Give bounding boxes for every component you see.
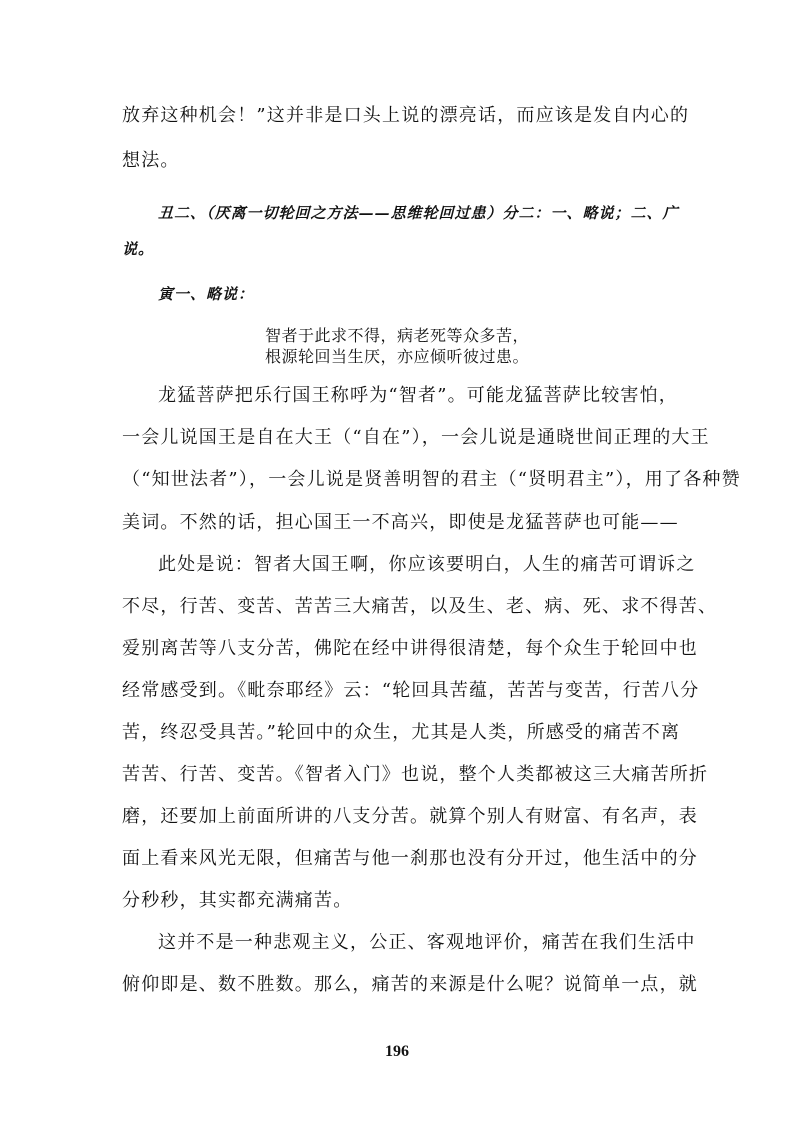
body-text-line: 分秒秒，其实都充满痛苦。: [122, 890, 353, 911]
body-text-line: 磨，还要加上前面所讲的八支分苦。就算个别人有财富、有名声，表: [122, 806, 698, 827]
body-text-line: 爱别离苦等八支分苦，佛陀在经中讲得很清楚，每个众生于轮回中也: [122, 638, 698, 659]
body-text-line: 经常感受到。《毗奈耶经》云：“轮回具苦蕴，苦苦与变苦，行苦八分: [122, 680, 700, 701]
verse-line: 智者于此求不得，病老死等众多苦，: [264, 326, 529, 345]
body-text-line: 苦，终忍受具苦。”轮回中的众生，尤其是人类，所感受的痛苦不离: [122, 722, 681, 743]
subsection-heading: 寅一、略说：: [158, 285, 255, 303]
body-text-line: 龙猛菩萨把乐行国王称呼为“智者”。可能龙猛菩萨比较害怕，: [158, 385, 679, 406]
body-text-line: 想法。: [122, 150, 180, 171]
body-text-line: 此处是说：智者大国王啊，你应该要明白，人生的痛苦可谓诉之: [158, 554, 696, 575]
section-heading-continuation: 说。: [122, 240, 155, 258]
body-text-line: 苦苦、行苦、变苦。《智者入门》也说，整个人类都被这三大痛苦所折: [122, 764, 709, 785]
section-heading: 丑二、（厌离一切轮回之方法——思维轮回过患）分二：一、略说；二、广: [158, 204, 679, 222]
verse-line: 根源轮回当生厌，亦应倾听彼过患。: [264, 347, 529, 366]
body-text-line: 放弃这种机会！”这并非是口头上说的漂亮话，而应该是发自内心的: [122, 105, 690, 126]
page-number: 196: [385, 1043, 409, 1060]
body-text-line: 俯仰即是、数不胜数。那么，痛苦的来源是什么呢？说简单一点，就: [122, 974, 698, 995]
body-text-line: （“知世法者”），一会儿说是贤善明智的君主（“贤明君主”），用了各种赞: [122, 469, 741, 490]
body-text-line: 这并不是一种悲观主义，公正、客观地评价，痛苦在我们生活中: [158, 932, 696, 953]
body-text-line: 美词。不然的话，担心国王一不高兴，即使是龙猛菩萨也可能——: [122, 512, 679, 533]
body-text-line: 一会儿说国王是自在大王（“自在”），一会儿说是通晓世间正理的大王: [122, 427, 710, 448]
body-text-line: 不尽，行苦、变苦、苦苦三大痛苦，以及生、老、病、死、求不得苦、: [122, 596, 718, 617]
body-text-line: 面上看来风光无限，但痛苦与他一刹那也没有分开过，他生活中的分: [122, 848, 698, 869]
